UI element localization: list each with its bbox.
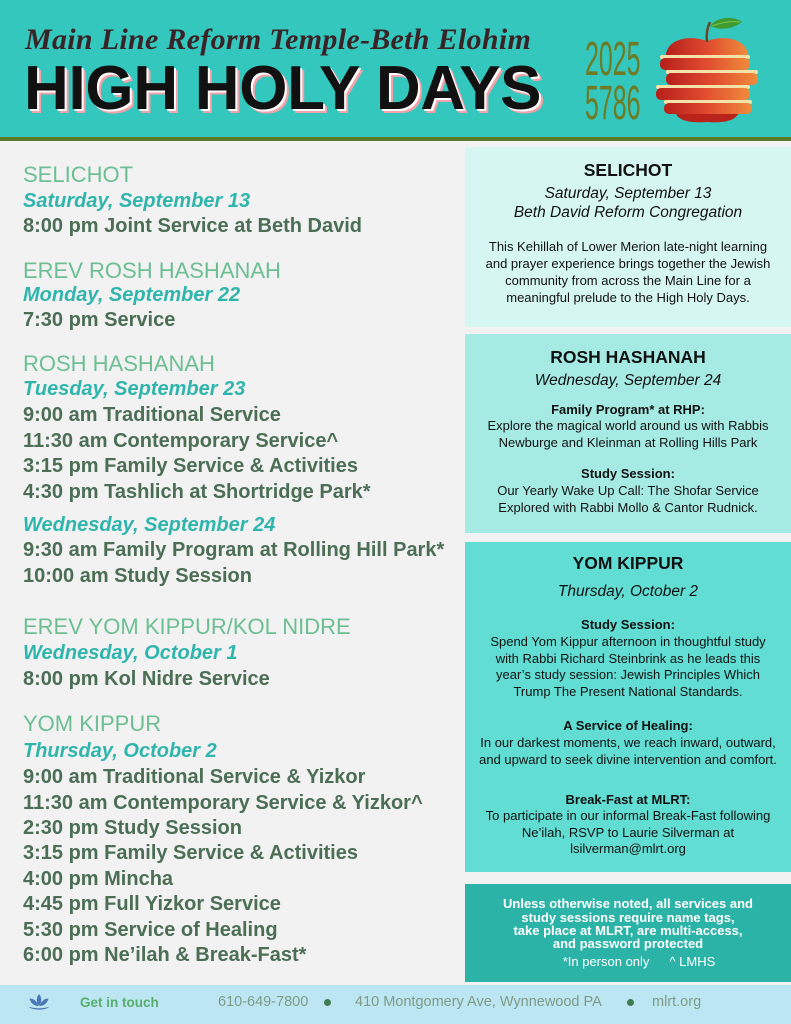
footnotes [465, 955, 791, 969]
schedule-item: 11:30 am Contemporary Service^ [23, 430, 339, 452]
lotus-icon [27, 993, 51, 1011]
card-text-line: Spend Yom Kippur afternoon in thoughtful study [490, 634, 766, 649]
event-heading: YOM KIPPUR [23, 711, 162, 736]
event-date: Wednesday, September 24 [23, 514, 276, 536]
card-text-line: Ne’ilah, RSVP to Laurie Silverman at [521, 825, 735, 840]
schedule-item: 5:30 pm Service of Healing [23, 919, 278, 941]
schedule-item: 4:45 pm Full Yizkor Service [23, 893, 281, 915]
card-text-line: Trump The Present National Standards. [513, 684, 743, 699]
schedule-item: 8:00 pm Joint Service at Beth David [23, 215, 363, 237]
footnote-in-person: *In person only [562, 954, 650, 969]
dot-icon [627, 999, 634, 1006]
card-heading: ROSH HASHANAH [550, 347, 706, 367]
card-text-line: This Kehillah of Lower Merion late-night learning [488, 239, 768, 254]
schedule-item: 11:30 am Contemporary Service & Yizkor^ [23, 792, 423, 814]
card-section-label: Family Program* at RHP: [551, 402, 705, 417]
card-section-label: Break-Fast at MLRT: [565, 792, 691, 807]
schedule-item: 4:00 pm Mincha [23, 868, 174, 890]
schedule-item: 9:00 am Traditional Service & Yizkor [23, 766, 366, 788]
address: 410 Montgomery Ave, Wynnewood PA [355, 994, 602, 1010]
card-text-line: and prayer experience brings together the Jewish [485, 256, 771, 271]
header-banner [0, 0, 791, 137]
card-heading: SELICHOT [583, 160, 673, 180]
event-heading: SELICHOT [23, 162, 134, 187]
card-text-line: with Rabbi Richard Steinbrink as he leads this [495, 651, 761, 666]
notice-line: Unless otherwise noted, all services and [503, 896, 753, 911]
schedule-item: 2:30 pm Study Session [23, 817, 242, 839]
event-date: Tuesday, September 23 [23, 378, 246, 400]
card-text-line: meaningful prelude to the High Holy Days. [506, 290, 750, 305]
card-text-line: Our Yearly Wake Up Call: The Shofar Service [497, 483, 759, 498]
footnote-lmhs: ^ LMHS [669, 954, 716, 969]
schedule-item: 3:15 pm Family Service & Activities [23, 455, 358, 477]
card-location: Beth David Reform Congregation [513, 204, 743, 221]
apple-slices [656, 38, 758, 122]
header-divider [0, 137, 791, 141]
event-date: Wednesday, October 1 [23, 642, 238, 664]
schedule-item: 3:15 pm Family Service & Activities [23, 842, 358, 864]
footer-bar [0, 985, 791, 1024]
yom-kippur-detail-card [465, 542, 791, 872]
phone-number[interactable]: 610-649-7800 [218, 994, 309, 1010]
card-text-line: In our darkest moments, we reach inward, outward, [480, 735, 776, 750]
event-date: Monday, September 22 [23, 284, 241, 306]
event-heading: EREV YOM KIPPUR/KOL NIDRE [23, 614, 351, 639]
page-title: HIGH HOLY DAYS [24, 54, 542, 123]
card-date: Thursday, October 2 [557, 583, 699, 600]
notice-card [465, 884, 791, 982]
event-date: Thursday, October 2 [23, 740, 217, 762]
notice-line: take place at MLRT, are multi-access, [513, 923, 743, 938]
schedule-item: 9:00 am Traditional Service [23, 404, 281, 426]
dot-icon [324, 999, 331, 1006]
card-text-line: year’s study session: Jewish Principles Which [496, 667, 760, 682]
card-text-line: and upward to seek divine intervention and comfort. [479, 752, 777, 767]
schedule-item: 7:30 pm Service [23, 309, 176, 331]
card-text-line: Newburge and Kleinman at Rolling Hills Park [498, 435, 758, 450]
card-section-label: A Service of Healing: [563, 718, 693, 733]
card-text-line: Explore the magical world around us with Rabbis [487, 418, 769, 433]
schedule-item: 6:00 pm Ne’ilah & Break-Fast* [23, 944, 307, 966]
event-heading: EREV ROSH HASHANAH [23, 258, 281, 283]
year-hebrew: 5786 [585, 77, 641, 130]
selichot-detail-card [465, 147, 791, 327]
get-in-touch-label: Get in touch [80, 995, 159, 1010]
rosh-hashanah-detail-card [465, 334, 791, 533]
card-text-line: Explored with Rabbi Mollo & Cantor Rudnick. [498, 500, 758, 515]
card-date: Saturday, September 13 [544, 185, 712, 202]
card-date: Wednesday, September 24 [534, 372, 722, 389]
rsvp-email-link[interactable]: lsilverman@mlrt.org [570, 841, 686, 856]
notice-line: study sessions require name tags, [521, 910, 735, 925]
card-section-label: Study Session: [581, 466, 675, 481]
website-link[interactable]: mlrt.org [652, 994, 702, 1010]
card-text-line: To participate in our informal Break-Fast following [485, 808, 771, 823]
event-date: Saturday, September 13 [23, 190, 251, 212]
event-heading: ROSH HASHANAH [23, 351, 215, 376]
year-gregorian: 2025 [585, 33, 641, 86]
schedule-item: 9:30 am Family Program at Rolling Hill Park* [23, 539, 445, 561]
schedule-item: 10:00 am Study Session [23, 565, 252, 587]
sliced-apple-icon [652, 16, 762, 124]
card-heading: YOM KIPPUR [572, 553, 684, 573]
org-name: Main Line Reform Temple-Beth Elohim [25, 23, 532, 56]
notice-line: and password protected [552, 936, 704, 951]
schedule-item: 4:30 pm Tashlich at Shortridge Park* [23, 481, 371, 503]
schedule-item: 8:00 pm Kol Nidre Service [23, 668, 270, 690]
card-text-line: community from across the Main Line for a [505, 273, 751, 288]
card-section-label: Study Session: [581, 617, 675, 632]
